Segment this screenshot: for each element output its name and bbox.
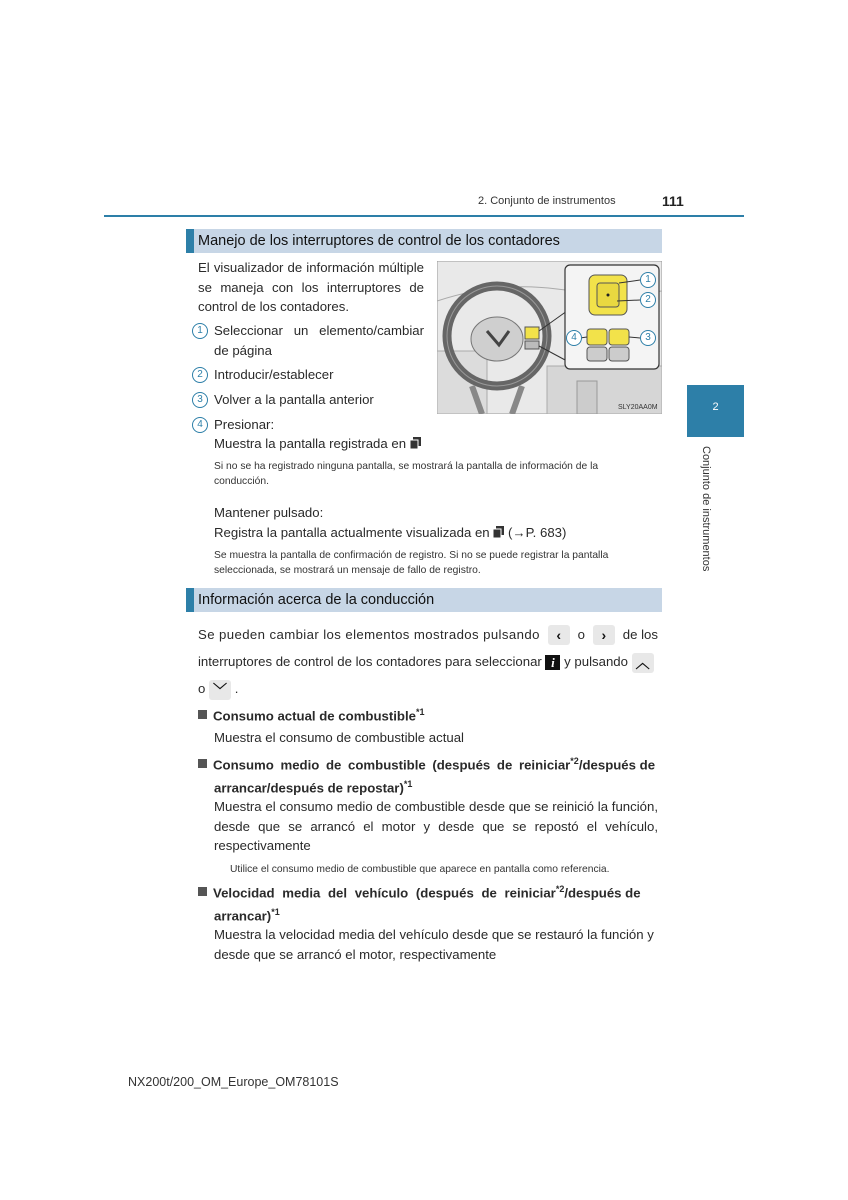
list-item-text: Seleccionar un elemento/cambiar xyxy=(214,323,424,338)
hold-line xyxy=(214,523,664,543)
bullet2-desc xyxy=(214,797,658,856)
header-rule xyxy=(104,215,744,217)
list-item xyxy=(192,390,424,415)
up-arrow-button-icon: ︿ xyxy=(632,653,654,673)
section2-intro xyxy=(198,621,658,702)
chapter-tab-label: Conjunto de instrumentos xyxy=(700,446,712,572)
bullet-title-line xyxy=(198,775,658,798)
image-code: SLY20AA0M xyxy=(618,404,658,411)
bullet-title-line xyxy=(198,752,658,775)
intro-text: Se pueden cambiar los elementos mostrados pulsando xyxy=(198,627,540,642)
desc-line: desde que se arrancó el motor, respectivamente xyxy=(214,946,497,962)
desc-line: respectivamente xyxy=(214,838,311,853)
list-item-text: Presionar: xyxy=(214,417,275,432)
page-number: 111 xyxy=(662,193,684,209)
list-item-text: de página xyxy=(214,342,272,358)
section-heading-switches: Manejo de los interruptores de control de los contadores xyxy=(186,229,662,253)
section1-intro xyxy=(198,258,424,317)
desc-line: Muestra el consumo medio de combustible desde que se reinició la función, xyxy=(214,799,658,814)
chapter-tab-number: 2 xyxy=(712,401,719,413)
footnote-mark: *1 xyxy=(403,778,413,789)
bullet3-desc xyxy=(214,925,658,964)
intro-line xyxy=(198,675,658,702)
intro-text: o xyxy=(198,681,206,696)
callout-number: 2 xyxy=(192,367,208,383)
numbered-list xyxy=(192,321,424,435)
bullet-current-fuel xyxy=(198,703,425,726)
footnote-mark: *2 xyxy=(555,884,565,894)
right-arrow-button-icon: › xyxy=(593,625,615,645)
list-item xyxy=(192,321,424,364)
illustration-callout-3: 3 xyxy=(640,330,656,346)
bullet-title: arrancar/después de repostar) xyxy=(214,780,404,796)
steering-wheel-illustration xyxy=(437,261,662,414)
bullet-title: arrancar) xyxy=(214,908,272,924)
footer-code: NX200t/200_OM_Europe_OM78101S xyxy=(128,1075,339,1089)
press-text: Muestra la pantalla registrada en xyxy=(214,436,407,451)
callout-number: 3 xyxy=(192,392,208,408)
press-description xyxy=(214,434,514,454)
bullet-title-line xyxy=(198,903,658,926)
registered-screen-icon xyxy=(410,437,421,449)
left-arrow-button-icon: ‹ xyxy=(548,625,570,645)
hold-text: Registra la pantalla actualmente visualizada en xyxy=(214,524,490,540)
page-reference-link[interactable]: (→P. 683) xyxy=(507,524,567,540)
callout-number: 1 xyxy=(192,323,208,339)
section-heading-driving-info: Información acerca de la conducción xyxy=(186,588,662,612)
intro-text: de los xyxy=(622,627,658,642)
illustration-callout-1: 1 xyxy=(640,272,656,288)
steering-wheel-drawing xyxy=(437,261,662,414)
square-bullet-icon xyxy=(198,759,207,768)
desc-line: desde que se arrancó el motor y desde que se repostó el vehículo, xyxy=(214,818,658,834)
intro-line: El visualizador de información múltiple xyxy=(198,260,424,275)
bullet-title: Consumo actual de combustible xyxy=(213,708,416,724)
hold-label: Mantener pulsado: xyxy=(214,505,324,520)
note-line: Si no se ha registrado ninguna pantalla, se mostrará la pantalla de información de la xyxy=(214,461,599,472)
list-item xyxy=(192,415,424,435)
bullet-title-line xyxy=(198,880,658,903)
intro-text: . xyxy=(234,681,239,696)
registered-screen-icon xyxy=(493,526,504,538)
intro-text: interruptores de control de los contadores para seleccionar xyxy=(198,654,542,669)
hold-note xyxy=(214,548,659,578)
press-note xyxy=(214,459,659,489)
bullet-average-fuel xyxy=(198,752,658,798)
bullet-title: /después de xyxy=(564,885,641,901)
bullet-average-speed xyxy=(198,880,658,926)
intro-text: y pulsando xyxy=(564,654,628,669)
running-header-section: 2. Conjunto de instrumentos xyxy=(478,195,616,207)
note-line: seleccionada, se mostrará un mensaje de fallo de registro. xyxy=(214,565,481,576)
bullet-title: Velocidad media del vehículo (después de reiniciar xyxy=(213,885,556,901)
illustration-callout-4: 4 xyxy=(566,330,582,346)
square-bullet-icon xyxy=(198,710,207,719)
footnote-mark: *1 xyxy=(415,707,425,717)
bullet2-note: Utilice el consumo medio de combustible que aparece en pantalla como referencia. xyxy=(230,864,610,875)
bullet1-desc: Muestra el consumo de combustible actual xyxy=(214,730,464,745)
info-icon: i xyxy=(545,655,560,670)
footnote-mark: *1 xyxy=(271,906,280,917)
intro-line: control de los contadores. xyxy=(198,299,350,314)
chapter-tab xyxy=(687,385,744,437)
bullet-title: Consumo medio de combustible (después de reiniciar xyxy=(213,757,571,773)
footnote-mark: *2 xyxy=(570,756,579,766)
intro-line xyxy=(198,648,658,675)
illustration-callout-2: 2 xyxy=(640,292,656,308)
intro-text: o xyxy=(577,627,585,642)
callout-number: 4 xyxy=(192,417,208,433)
list-item-text: Volver a la pantalla anterior xyxy=(214,392,374,407)
note-line: Se muestra la pantalla de confirmación de registro. Si no se puede registrar la pantalla xyxy=(214,550,609,561)
bullet-title: /después de xyxy=(578,757,656,773)
desc-line: Muestra la velocidad media del vehículo desde que se restauró la función y xyxy=(214,927,654,942)
intro-line: se maneja con los interruptores de xyxy=(198,279,424,295)
hold-description xyxy=(214,503,664,542)
intro-line xyxy=(198,621,658,648)
note-line: conducción. xyxy=(214,476,269,487)
square-bullet-icon xyxy=(198,887,207,896)
list-item xyxy=(192,365,424,390)
down-arrow-button-icon: ﹀ xyxy=(209,680,231,700)
list-item-text: Introducir/establecer xyxy=(214,367,334,382)
